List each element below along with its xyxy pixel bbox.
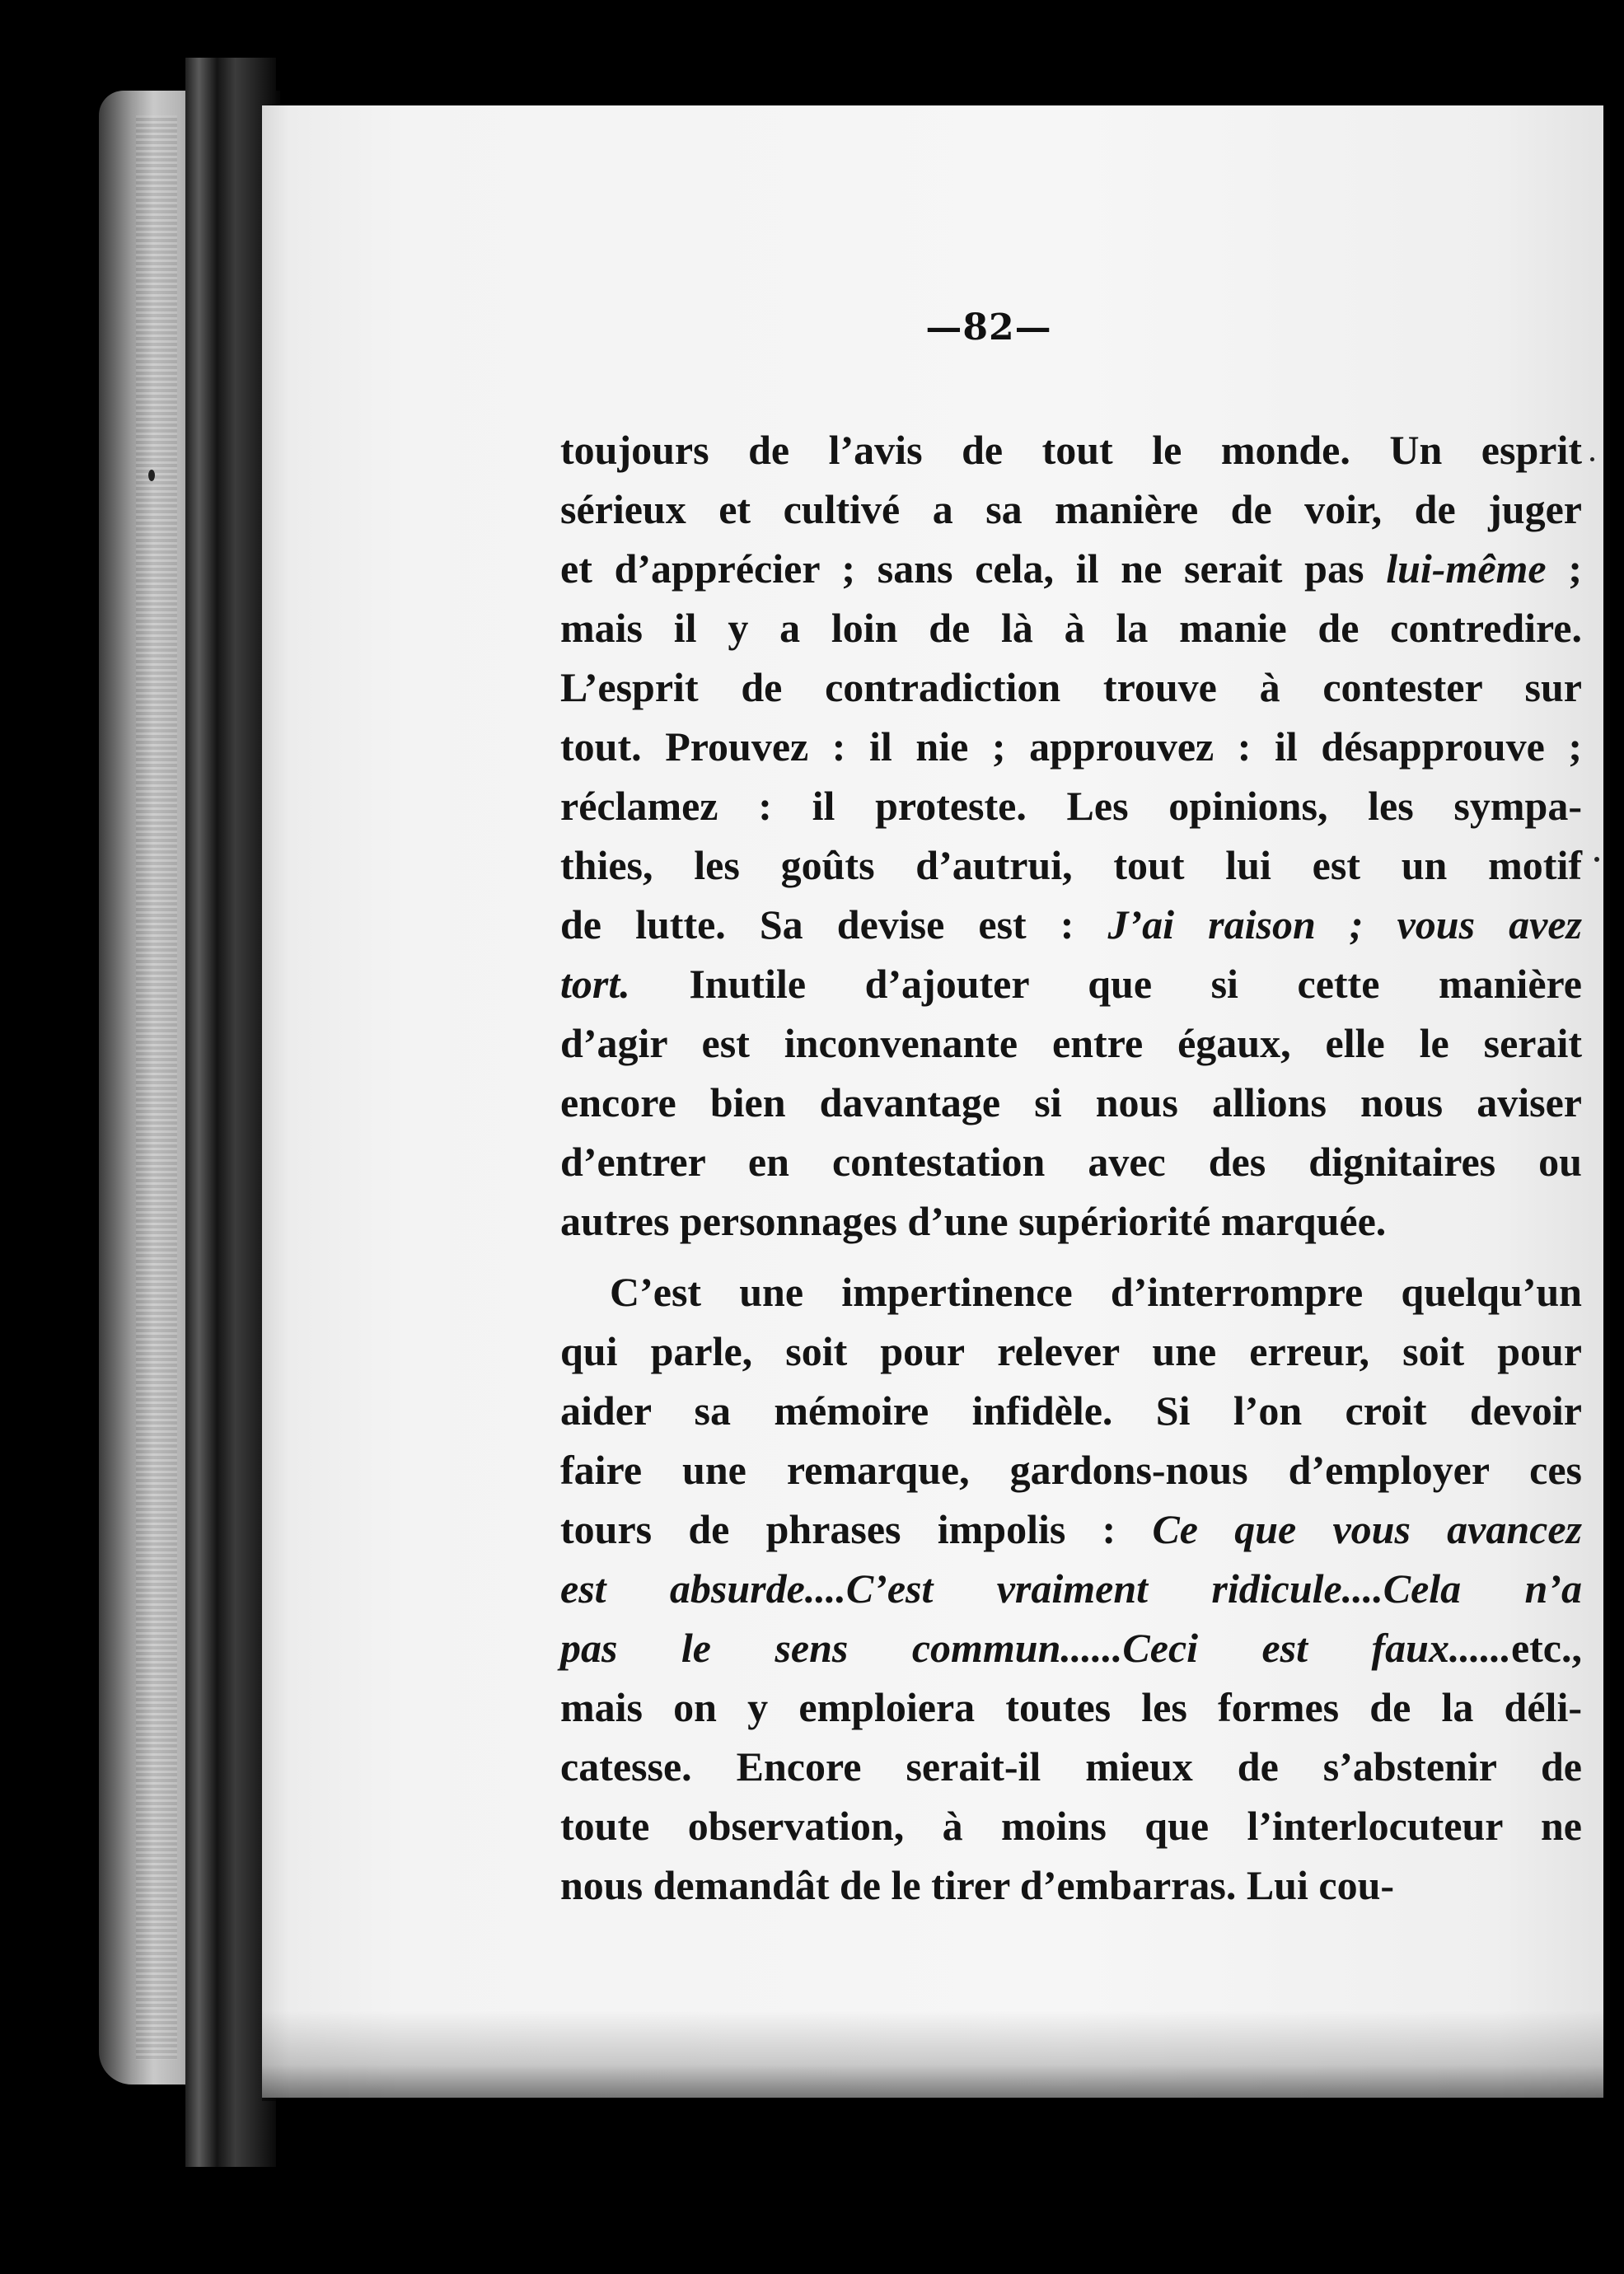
- text-run: L’esprit de contradiction trouve à contester sur: [560, 664, 1582, 710]
- italic-text: est absurde....C’est vraiment ridicule....Cela n’a: [560, 1565, 1582, 1612]
- text-line: [560, 1191, 1582, 1251]
- text-line: [560, 1132, 1582, 1191]
- text-line: [560, 1500, 1582, 1559]
- text-line: [560, 1262, 1582, 1322]
- text-line: [560, 1618, 1582, 1677]
- text-line: [560, 1013, 1582, 1073]
- text-run: Inutile d’ajouter que si cette manière: [629, 961, 1582, 1007]
- text-line: [560, 776, 1582, 835]
- text-run: mais on y emploiera toutes les formes de la déli-: [560, 1684, 1582, 1730]
- text-line: [560, 1073, 1582, 1132]
- italic-text: lui-même: [1386, 545, 1547, 592]
- text-run: ;: [1546, 545, 1583, 592]
- italic-text: J’ai raison ; vous avez: [1107, 901, 1582, 948]
- text-run: etc.,: [1510, 1625, 1582, 1671]
- text-line: [560, 420, 1582, 480]
- text-line: [560, 1855, 1582, 1915]
- text-run: et d’apprécier ; sans cela, il ne serait pas: [560, 545, 1387, 592]
- text-line: [560, 1440, 1582, 1500]
- text-run: mais il y a loin de là à la manie de contredire.: [560, 605, 1582, 651]
- text-run: toute observation, à moins que l’interlocuteur ne: [560, 1803, 1582, 1849]
- text-run: faire une remarque, gardons-nous d’employer ces: [560, 1447, 1582, 1493]
- italic-text: pas le sens commun......Ceci est faux......: [560, 1625, 1511, 1671]
- text-run: catesse. Encore serait-il mieux de s’abstenir de: [560, 1743, 1582, 1790]
- text-line: [560, 895, 1582, 954]
- text-line: [560, 835, 1582, 895]
- text-run: de lutte. Sa devise est :: [560, 901, 1108, 948]
- text-run: qui parle, soit pour relever une erreur, soit pour: [560, 1328, 1582, 1374]
- text-run: d’entrer en contestation avec des dignitaires ou: [560, 1139, 1582, 1185]
- body-text: [560, 420, 1582, 1915]
- italic-text: Ce que vous avancez: [1152, 1506, 1583, 1552]
- page-bottom-shadow: [262, 2010, 1603, 2101]
- text-run: réclamez : il proteste. Les opinions, les sympa-: [560, 783, 1582, 829]
- text-line: [560, 1796, 1582, 1855]
- text-line: [560, 480, 1582, 539]
- text-line: [560, 1677, 1582, 1737]
- page-edges-texture: [136, 115, 177, 2060]
- text-line: [560, 954, 1582, 1013]
- text-run: tours de phrases impolis :: [560, 1506, 1153, 1552]
- text-run: C’est une impertinence d’interrompre quelqu’un: [610, 1269, 1582, 1315]
- text-run: d’agir est inconvenante entre égaux, elle le serait: [560, 1020, 1582, 1066]
- paragraph-gap: [560, 1251, 1582, 1262]
- scan-speck: [148, 470, 155, 481]
- text-run: nous demandât de le tirer d’embarras. Lui cou-: [560, 1862, 1395, 1908]
- text-line: [560, 539, 1582, 598]
- scan-speck: [1590, 457, 1594, 461]
- scan-speck: [1594, 857, 1599, 862]
- text-line: [560, 1381, 1582, 1440]
- page-number: —82—: [925, 306, 1052, 349]
- text-line: [560, 1737, 1582, 1796]
- italic-text: tort.: [560, 961, 630, 1007]
- text-line: [560, 717, 1582, 776]
- text-run: aider sa mémoire infidèle. Si l’on croit devoir: [560, 1387, 1582, 1434]
- text-run: thies, les goûts d’autrui, tout lui est un motif: [560, 842, 1582, 888]
- text-run: autres personnages d’une supériorité marquée.: [560, 1198, 1387, 1244]
- text-line: [560, 1322, 1582, 1381]
- text-run: tout. Prouvez : il nie ; approuvez : il désapprouve ;: [560, 723, 1582, 770]
- text-run: sérieux et cultivé a sa manière de voir, de juger: [560, 486, 1582, 532]
- text-line: [560, 1559, 1582, 1618]
- text-line: [560, 598, 1582, 657]
- text-run: toujours de l’avis de tout le monde. Un esprit: [560, 427, 1582, 473]
- text-line: [560, 657, 1582, 717]
- text-run: encore bien davantage si nous allions nous aviser: [560, 1079, 1582, 1125]
